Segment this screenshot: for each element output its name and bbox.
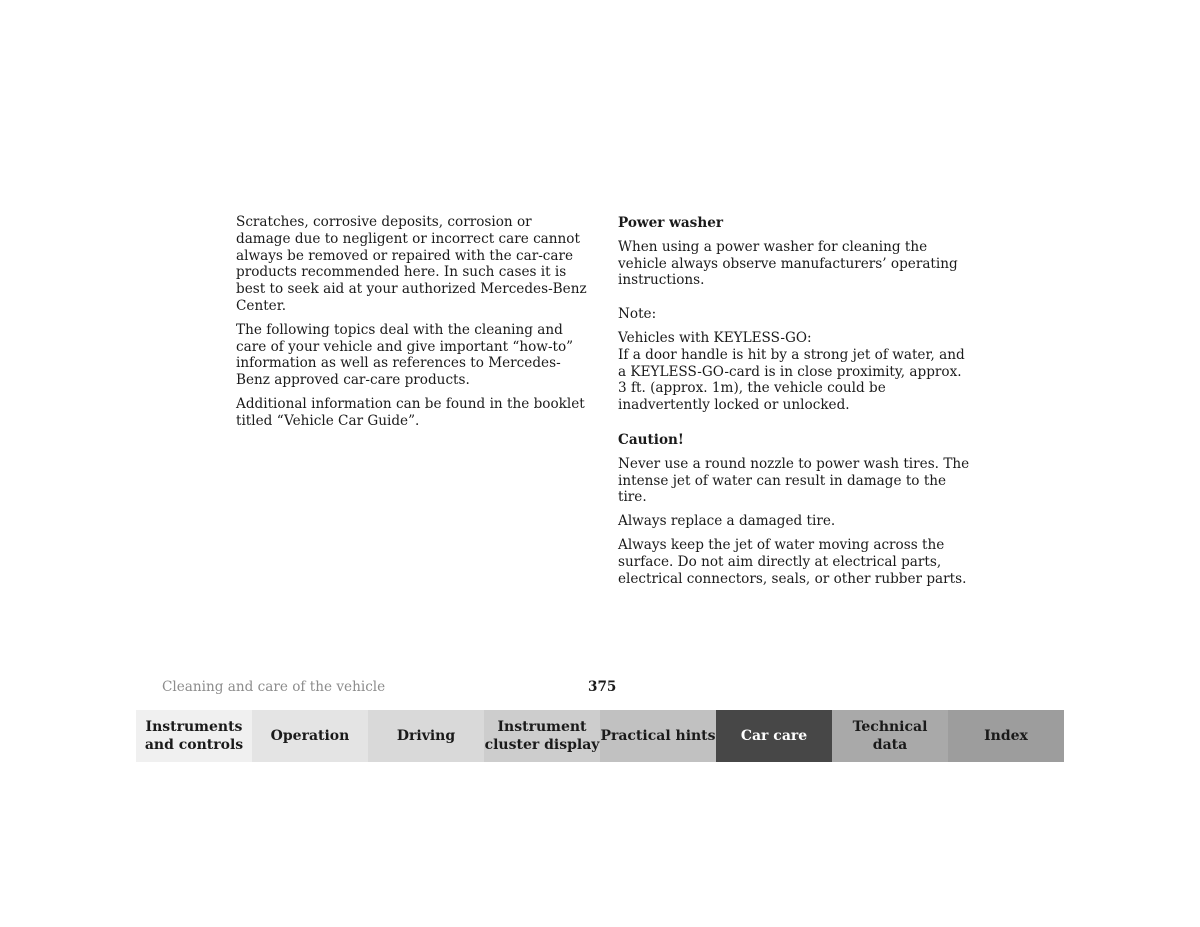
tab-technical-data[interactable] [832,710,948,762]
tab-instrument-cluster-display[interactable] [484,710,600,762]
tab-label: Instrument cluster display [484,719,600,753]
power-washer-heading: Power washer [618,215,724,231]
tab-label: Instruments and controls [144,719,244,753]
tab-index[interactable] [948,710,1064,762]
topics-paragraph: The following topics deal with the cleaning and care of your vehicle and give important “how-to” information as well as references to Mercedes-Benz approved car-care products. [236,321,574,389]
page-number: 375 [588,679,617,695]
tab-label: Technical data [852,719,928,753]
tab-label: Operation [270,728,350,744]
additional-info-paragraph: Additional information can be found in the booklet titled “Vehicle Car Guide”. [236,395,585,429]
left-column [236,214,588,437]
power-washer-text: When using a power washer for cleaning the vehicle always observe manufacturers’ operating instructions. [618,238,958,289]
tab-label: Practical hints [600,728,716,744]
intro-paragraph: Scratches, corrosive deposits, corrosion or damage due to negligent or incorrect care cannot always be removed or repaired with the car-care products recommended here. In such cases it is best to seek aid at your authorized Mercedes-Benz Center. [236,214,587,314]
tab-operation[interactable] [252,710,368,762]
tab-driving[interactable] [368,710,484,762]
caution-paragraph-replace: Always replace a damaged tire. [618,513,836,530]
tab-practical-hints[interactable] [600,710,716,762]
tab-label: Driving [396,728,456,744]
caution-paragraph-nozzle: Never use a round nozzle to power wash tires. The intense jet of water can result in damage to the tire. [618,455,970,506]
caution-paragraph-jet: Always keep the jet of water moving across the surface. Do not aim directly at electrical parts, electrical connectors, seals, or other rubber parts. [618,536,967,587]
caution-heading: Caution! [618,431,684,448]
note-label: Note: [618,306,657,323]
tab-instruments-and-controls[interactable] [136,710,252,762]
note-keyless-line: Vehicles with KEYLESS-GO: [618,329,812,346]
tab-car-care[interactable] [716,710,832,762]
chapter-tab-bar [136,710,1064,762]
note-text: If a door handle is hit by a strong jet of water, and a KEYLESS-GO-card is in close proximity, approx. 3 ft. (approx. 1m), the vehicle could be inadvertently locked or unlocked. [618,346,965,414]
tab-label: Index [984,728,1028,744]
tab-label: Car care [740,728,808,744]
right-column [618,214,970,594]
section-title: Cleaning and care of the vehicle [162,679,386,695]
